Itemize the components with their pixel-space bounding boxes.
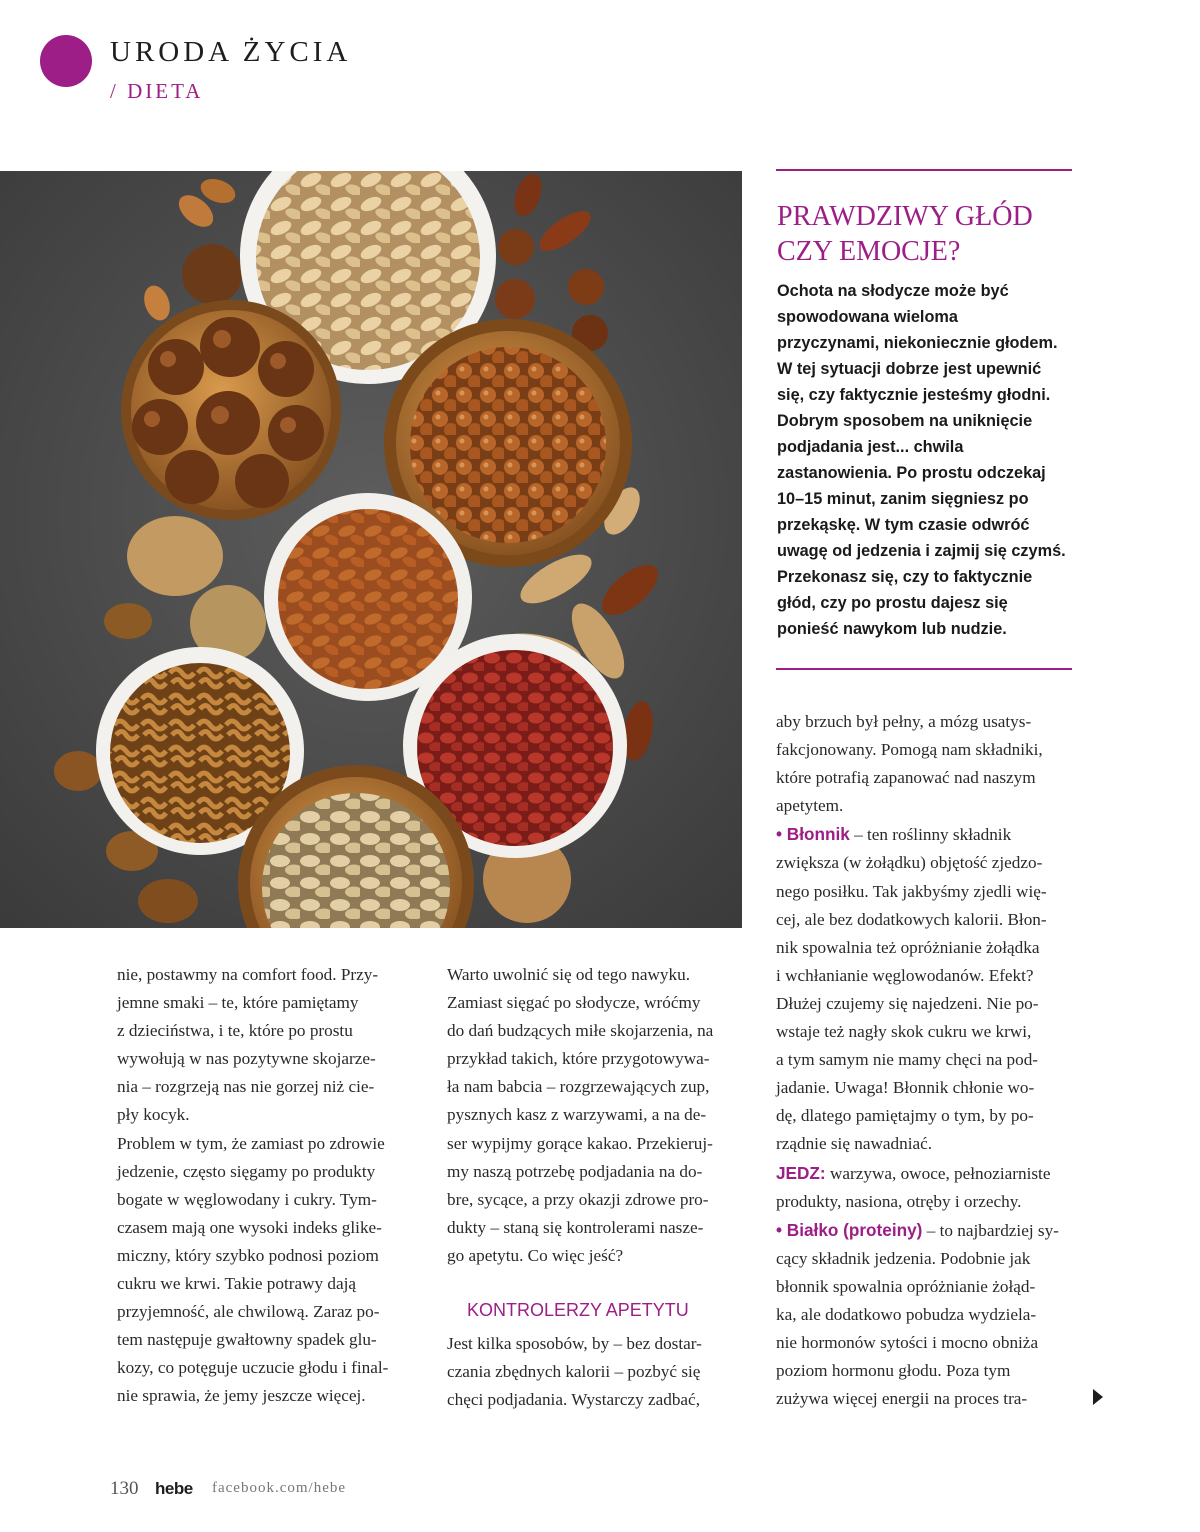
text-line: nie sprawia, że jemy jeszcze więcej. <box>117 1386 366 1406</box>
box-line: Ochota na słodycze może być <box>777 282 1009 300</box>
page-number: 130 <box>110 1478 139 1499</box>
box-line: 10–15 minut, zanim sięgniesz po <box>777 490 1029 508</box>
text-line: chęci podjadania. Wystarczy zadbać, <box>447 1390 700 1410</box>
footer-url: facebook.com/hebe <box>212 1480 347 1496</box>
brand-logo: hebe <box>155 1479 193 1498</box>
article-column-1 <box>117 961 413 1411</box>
box-line: W tej sytuacji dobrze jest upewnić <box>777 360 1042 378</box>
box-title-line: CZY EMOCJE? <box>777 236 961 267</box>
text-line: nia – rozgrzeją nas nie gorzej niż cie- <box>117 1077 375 1097</box>
text-line: błonnik spowalnia opróżnianie żołąd- <box>776 1276 1036 1296</box>
text-line: bre, sycące, a przy okazji zdrowe pro- <box>447 1189 709 1209</box>
text-line: pysznych kasz z warzywami, a na de- <box>447 1105 707 1125</box>
text-line: zwiększa (w żołądku) objętość zjedzo- <box>776 853 1043 873</box>
text-line: Problem w tym, że zamiast po zdrowie <box>117 1133 385 1153</box>
text-line: które potrafią zapanować nad naszym <box>776 768 1036 788</box>
text-line: jedzenie, często sięgamy po produkty <box>117 1161 376 1181</box>
box-bottom-rule <box>776 668 1072 670</box>
text-line: przykład takich, które przygotowywa- <box>447 1049 710 1069</box>
subheading: KONTROLERZY APETYTU <box>467 1300 689 1321</box>
text-line: Warto uwolnić się od tego nawyku. <box>447 965 691 984</box>
text-line: nie, postawmy na comfort food. Przy- <box>117 965 379 984</box>
text-line: go apetytu. Co więc jeść? <box>447 1245 624 1265</box>
box-line: spowodowana wieloma <box>777 308 958 326</box>
text-line: ła nam babcia – rozgrzewających zup, <box>447 1077 710 1097</box>
text-run: warzywa, owoce, pełnoziarniste <box>825 1163 1051 1183</box>
text-line: kozy, co potęguje uczucie głodu i final- <box>117 1358 389 1378</box>
text-line: nie hormonów sytości i mocno obniża <box>776 1333 1039 1353</box>
section-marker-dot <box>40 35 92 87</box>
box-body <box>777 278 1077 642</box>
text-line: cący składnik jedzenia. Podobnie jak <box>776 1248 1031 1268</box>
text-line: jadanie. Uwaga! Błonnik chłonie wo- <box>776 1078 1035 1098</box>
fiber-keyword: • Błonnik <box>776 824 850 845</box>
text-line: cukru we krwi. Takie potrawy dają <box>117 1274 357 1294</box>
text-line <box>776 820 1074 849</box>
text-line: nik spowalnia też opróżnianie żołądka <box>776 937 1040 957</box>
text-line: a tym samym nie mamy chęci na pod- <box>776 1050 1039 1070</box>
text-line: zużywa więcej energii na proces tra- <box>776 1389 1028 1409</box>
text-line: dę, dlatego pamiętajmy o tym, by po- <box>776 1106 1034 1126</box>
text-line: cej, ale bez dodatkowych kalorii. Błon- <box>776 909 1047 929</box>
text-line: Zamiast sięgać po słodycze, wróćmy <box>447 993 701 1013</box>
text-line: bogate w węglowodany i cukry. Tym- <box>117 1189 377 1209</box>
text-line: Jest kilka sposobów, by – bez dostar- <box>447 1334 702 1354</box>
section-title: URODA ŻYCIA <box>110 36 352 68</box>
box-line: się, czy faktycznie jesteśmy głodni. <box>777 386 1051 404</box>
text-line: wstaje też nagły skok cukru we krwi, <box>776 1022 1032 1042</box>
eat-keyword: JEDZ: <box>776 1162 826 1183</box>
box-line: podjadania jest... chwila <box>777 438 964 456</box>
box-line: głód, czy po prostu dajesz się <box>777 594 1008 612</box>
article-column-3 <box>776 708 1074 1413</box>
text-line: pły kocyk. <box>117 1105 190 1125</box>
text-line: nego posiłku. Tak jakbyśmy zjedli wię- <box>776 881 1047 901</box>
text-line: wywołują w nas pozytywne skojarze- <box>117 1049 376 1069</box>
text-line: jemne smaki – te, które pamiętamy <box>117 993 359 1013</box>
text-line: Dłużej czujemy się najedzeni. Nie po- <box>776 993 1039 1013</box>
text-run: – ten roślinny składnik <box>849 825 1012 845</box>
text-line: czasem mają one wysoki indeks glike- <box>117 1217 382 1237</box>
box-title <box>777 199 1077 269</box>
box-line: ponieść nawykom lub nudzie. <box>777 620 1007 638</box>
continue-arrow-icon <box>1093 1389 1103 1405</box>
text-line: miczny, który szybko podnosi poziom <box>117 1245 379 1265</box>
text-line: przyjemność, ale chwilową. Zaraz po- <box>117 1302 380 1322</box>
text-line: do dań budzących miłe skojarzenia, na <box>447 1021 714 1041</box>
text-line: ka, ale dodatkowo pobudza wydziela- <box>776 1304 1037 1324</box>
text-line: tem następuje gwałtowny spadek glu- <box>117 1330 377 1350</box>
text-line <box>776 1159 1074 1188</box>
text-line: fakcjonowany. Pomogą nam składniki, <box>776 740 1043 760</box>
article-column-2 <box>447 961 743 1414</box>
box-line: Dobrym sposobem na uniknięcie <box>777 412 1033 430</box>
text-line: aby brzuch był pełny, a mózg usatys- <box>776 712 1032 731</box>
text-line: i wchłanianie węglowodanów. Efekt? <box>776 965 1034 985</box>
nuts-photo <box>0 171 742 928</box>
box-line: uwagę od jedzenia i zajmij się czymś. <box>777 542 1066 560</box>
text-run: – to najbardziej sy- <box>922 1220 1059 1240</box>
text-line: apetytem. <box>776 796 844 816</box>
text-line: poziom hormonu głodu. Poza tym <box>776 1361 1011 1381</box>
protein-keyword: • Białko (proteiny) <box>776 1219 923 1240</box>
box-top-rule <box>776 169 1072 171</box>
section-subtitle: / DIETA <box>110 79 204 103</box>
box-line: Przekonasz się, czy to faktycznie <box>777 568 1033 586</box>
text-line: dukty – staną się kontrolerami nasze- <box>447 1217 704 1237</box>
box-line: przekąskę. W tym czasie odwróć <box>777 516 1030 534</box>
box-line: przyczynami, niekoniecznie głodem. <box>777 334 1058 352</box>
text-line: my naszą potrzebę podjadania na do- <box>447 1161 703 1181</box>
box-title-line: PRAWDZIWY GŁÓD <box>777 201 1033 232</box>
text-line: produkty, nasiona, otręby i orzechy. <box>776 1191 1022 1211</box>
text-line <box>776 1216 1074 1245</box>
text-line: z dzieciństwa, i te, które po prostu <box>117 1021 353 1041</box>
box-line: zastanowienia. Po prostu odczekaj <box>777 464 1046 482</box>
text-line: rządnie się nawadniać. <box>776 1134 933 1154</box>
text-line: czania zbędnych kalorii – pozbyć się <box>447 1362 701 1382</box>
text-line: ser wypijmy gorące kakao. Przekieruj- <box>447 1133 713 1153</box>
